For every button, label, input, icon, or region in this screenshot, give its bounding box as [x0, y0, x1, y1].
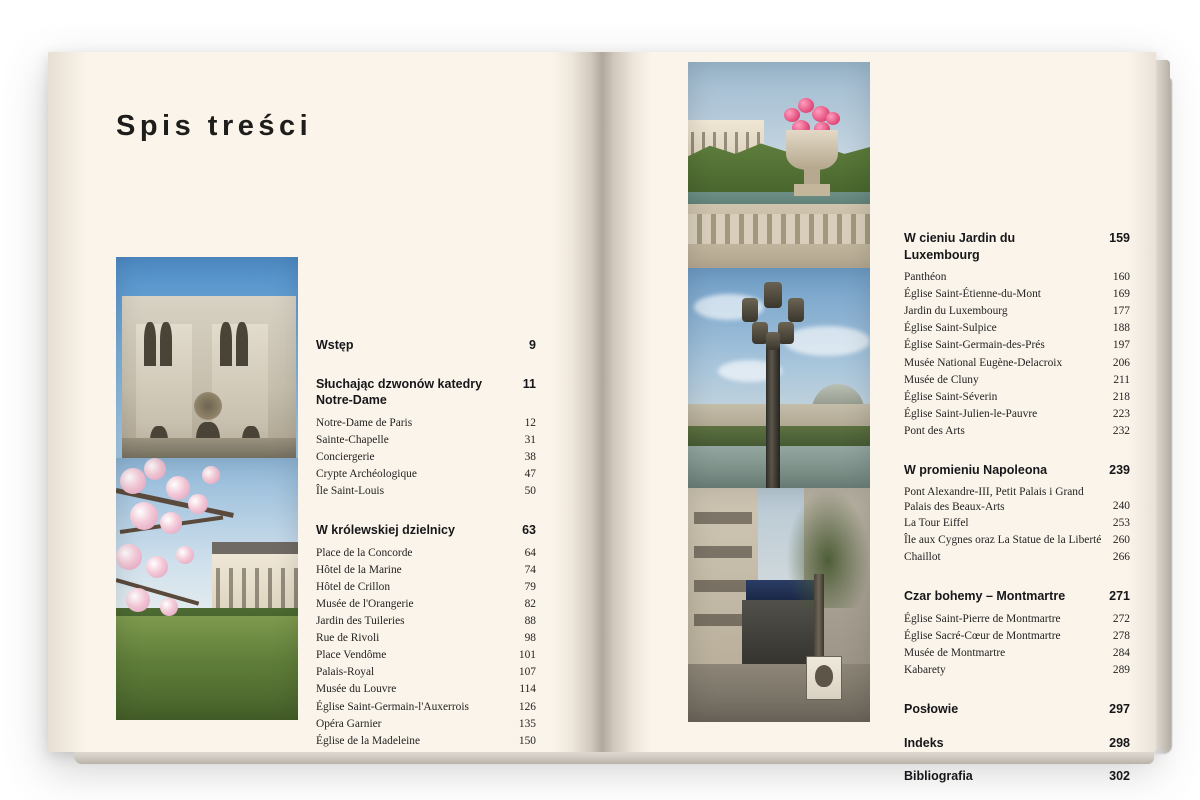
toc-section-title: Słuchając dzwonów katedry Notre-Dame [316, 376, 483, 407]
toc-entry-name: Kabarety [904, 664, 946, 677]
toc-entry-name: Place Vendôme [316, 649, 387, 662]
toc-entry[interactable] [316, 733, 536, 750]
toc-entry-name: Île aux Cygnes oraz La Statue de la Liberté [904, 534, 1102, 547]
toc-section-header[interactable] [904, 588, 1130, 605]
toc-section-header[interactable] [904, 230, 1130, 263]
toc-entry-page: 101 [518, 649, 536, 662]
toc-section-page: 159 [1109, 231, 1130, 245]
toc-entry[interactable] [316, 432, 536, 449]
toc-entry-page: 177 [1112, 305, 1130, 318]
toc-entry[interactable] [904, 662, 1130, 679]
photo-window [236, 322, 248, 366]
toc-entry[interactable] [904, 389, 1130, 406]
luxembourg-garden-urn-photo [688, 62, 870, 270]
toc-entry[interactable] [904, 549, 1130, 566]
photo-blossom [146, 556, 168, 578]
toc-entry[interactable] [316, 466, 536, 483]
toc-entry[interactable] [904, 645, 1130, 662]
toc-entry-page: 114 [519, 683, 536, 696]
toc-section-page: 298 [1109, 735, 1130, 750]
toc-entry-page: 47 [524, 467, 536, 480]
photo-tree-canopy [786, 488, 870, 608]
toc-entry[interactable] [904, 515, 1130, 532]
notre-dame-cathedral-photo [116, 257, 298, 464]
toc-entry[interactable] [904, 628, 1130, 645]
photo-window [220, 322, 232, 366]
toc-entry[interactable] [904, 337, 1130, 354]
toc-entry[interactable] [316, 716, 536, 733]
photo-lawn [116, 616, 298, 720]
toc-entry[interactable] [316, 630, 536, 647]
toc-entry[interactable] [316, 596, 536, 613]
toc-section-header[interactable] [904, 701, 1130, 718]
toc-section-page: 9 [529, 338, 536, 352]
photo-lantern [788, 298, 804, 322]
toc-section-header[interactable] [904, 462, 1130, 479]
toc-entry-page: 223 [1112, 407, 1130, 420]
open-book [48, 52, 1156, 784]
toc-section-title: W królewskiej dzielnicy [316, 523, 455, 538]
toc-entry-page: 74 [524, 563, 536, 576]
page-title: Spis treści [116, 110, 313, 142]
toc-section-page: 63 [522, 523, 536, 538]
toc-entry-name: Jardin des Tuileries [316, 614, 405, 627]
street-lamp-bridge-photo [688, 268, 870, 490]
magnolia-garden-photo [116, 458, 298, 720]
toc-entry[interactable] [904, 423, 1130, 440]
photo-flower [826, 112, 840, 125]
photo-blossom [176, 546, 194, 564]
photo-rose-window [194, 392, 222, 420]
toc-section-header[interactable] [904, 735, 1130, 752]
toc-entry[interactable] [904, 269, 1130, 286]
toc-entry-page: 206 [1112, 356, 1130, 369]
photo-lamp-head [740, 282, 806, 350]
toc-entry[interactable] [316, 579, 536, 596]
toc-entry-page: 38 [524, 450, 536, 463]
toc-entry-page: 50 [524, 484, 536, 497]
toc-section-title: Czar bohemy – Montmartre [904, 589, 1066, 604]
toc-entry-name: Palais-Royal [316, 666, 375, 679]
toc-section-page: 239 [1109, 463, 1130, 478]
montmartre-street-photo [688, 488, 870, 722]
toc-entry-name: Musée de Cluny [904, 373, 979, 386]
toc-entry[interactable] [316, 647, 536, 664]
toc-entry-name: Hôtel de la Marine [316, 563, 402, 576]
toc-section-title: Posłowie [904, 702, 959, 717]
toc-entry-name: Église Saint-Germain-des-Prés [904, 339, 1045, 352]
toc-entry[interactable] [316, 562, 536, 579]
toc-entry-name: Musée de Montmartre [904, 647, 1006, 660]
toc-section-page: 302 [1109, 769, 1130, 784]
toc-entry-name: Église Saint-Sulpice [904, 322, 997, 335]
toc-entry[interactable] [316, 664, 536, 681]
toc-entry-page: 188 [1112, 322, 1130, 335]
toc-entry[interactable] [316, 483, 536, 500]
toc-entry-page: 289 [1112, 664, 1130, 677]
photo-lantern [764, 282, 782, 308]
toc-entry[interactable] [316, 681, 536, 698]
toc-entry-name: Conciergerie [316, 450, 375, 463]
toc-entry-name: Musée du Louvre [316, 683, 397, 696]
photo-lamp-post [766, 342, 780, 490]
toc-section-page: 11 [522, 376, 536, 391]
photo-stone-urn [780, 90, 844, 202]
toc-entry-name: La Tour Eiffel [904, 517, 969, 530]
photo-blossom [202, 466, 220, 484]
toc-section-page: 271 [1109, 589, 1130, 604]
toc-entry-page: 31 [524, 433, 536, 446]
toc-entry-page: 232 [1112, 424, 1130, 437]
toc-entry-page: 266 [1112, 551, 1130, 564]
toc-entry-page: 126 [518, 700, 536, 713]
photo-blossom [126, 588, 150, 612]
toc-entry[interactable] [316, 545, 536, 562]
toc-left-column [316, 337, 536, 750]
toc-entry-page: 284 [1112, 647, 1130, 660]
toc-entry-list [904, 485, 1130, 567]
toc-entry-page: 218 [1112, 390, 1130, 403]
photo-blossom [188, 494, 208, 514]
toc-section-page: 297 [1109, 702, 1130, 717]
photo-blossom [144, 458, 166, 480]
toc-entry[interactable] [904, 532, 1130, 549]
toc-entry-name: Sainte-Chapelle [316, 433, 389, 446]
photo-window [160, 322, 172, 366]
photo-blossom [116, 544, 142, 570]
toc-section-header[interactable] [904, 768, 1130, 785]
toc-entry-page: 260 [1112, 534, 1130, 547]
toc-entry[interactable] [316, 613, 536, 630]
toc-entry[interactable] [904, 320, 1130, 337]
photo-lantern [778, 322, 794, 344]
toc-entry-list [904, 611, 1130, 679]
toc-entry[interactable] [316, 699, 536, 716]
left-page [48, 52, 602, 752]
toc-entry-name: Pont des Arts [904, 424, 965, 437]
toc-section-title: W cieniu Jardin du Luxembourg [904, 231, 1016, 262]
toc-entry-page: 253 [1112, 517, 1130, 530]
photo-pavement [688, 664, 870, 722]
toc-right-column [904, 230, 1130, 785]
toc-entry-name: Place de la Concorde [316, 546, 413, 559]
toc-section-title: Bibliografia [904, 769, 973, 784]
toc-entry-page: 278 [1112, 630, 1130, 643]
toc-entry-page: 98 [524, 632, 536, 645]
photo-balustrade [688, 204, 870, 270]
toc-entry-name: Église Saint-Pierre de Montmartre [904, 612, 1061, 625]
toc-entry-name: Église Sacré-Cœur de Montmartre [904, 630, 1061, 643]
toc-section-header[interactable] [316, 337, 536, 354]
toc-entry[interactable] [316, 415, 536, 432]
photo-blossom [166, 476, 190, 500]
toc-entry-name: Chaillot [904, 551, 941, 564]
toc-entry-page: 272 [1112, 612, 1130, 625]
toc-entry-page: 211 [1113, 373, 1130, 386]
photo-window [144, 322, 156, 366]
toc-entry[interactable] [904, 355, 1130, 372]
photo-lantern [766, 332, 780, 350]
toc-entry-list [316, 545, 536, 750]
toc-entry-page: 82 [524, 597, 536, 610]
toc-entry[interactable] [904, 303, 1130, 320]
toc-entry-page: 135 [518, 717, 536, 730]
toc-entry-page: 197 [1112, 339, 1130, 352]
toc-section-title: Indeks [904, 735, 944, 750]
toc-entry-page: 150 [518, 734, 536, 747]
toc-entry[interactable] [904, 286, 1130, 303]
toc-entry-name: Église Saint-Séverin [904, 390, 998, 403]
toc-entry-name: Église Saint-Julien-le-Pauvre [904, 407, 1038, 420]
toc-section-title: W promieniu Napoleona [904, 463, 1048, 478]
toc-entry-name: Rue de Rivoli [316, 632, 380, 645]
toc-entry[interactable] [904, 485, 1130, 516]
photo-blossom [160, 512, 182, 534]
toc-entry-name: Église de la Madeleine [316, 734, 421, 747]
toc-entry-name: Panthéon [904, 271, 947, 283]
toc-entry[interactable] [904, 406, 1130, 423]
toc-entry-name: Pont Alexandre-III, Petit Palais i Grand Palais des Beaux-Arts [904, 485, 1084, 513]
photo-lantern [742, 298, 758, 322]
toc-section-header[interactable] [316, 522, 536, 539]
toc-entry-page: 12 [524, 416, 536, 429]
toc-entry-name: Crypte Archéologique [316, 467, 417, 480]
photo-street-poster [806, 656, 842, 700]
toc-entry[interactable] [904, 611, 1130, 628]
toc-entry[interactable] [316, 449, 536, 466]
right-page [602, 52, 1156, 784]
toc-entry-name: Île Saint-Louis [316, 484, 385, 497]
toc-entry-page: 79 [524, 580, 536, 593]
toc-entry-name: Opéra Garnier [316, 717, 382, 730]
toc-section-header[interactable] [316, 376, 536, 409]
photo-urn-bowl [786, 130, 838, 170]
toc-entry-name: Musée National Eugène-Delacroix [904, 356, 1063, 369]
toc-entry-page: 107 [518, 666, 536, 679]
toc-entry[interactable] [904, 372, 1130, 389]
toc-entry-name: Jardin du Luxembourg [904, 305, 1008, 318]
toc-entry-page: 240 [1112, 500, 1130, 513]
photo-cathedral-facade [122, 296, 296, 464]
toc-entry-name: Notre-Dame de Paris [316, 416, 413, 429]
toc-entry-name: Église Saint-Germain-l'Auxerrois [316, 700, 469, 713]
photo-blossom [130, 502, 158, 530]
photo-blossom [160, 598, 178, 616]
toc-entry-page: 160 [1112, 271, 1130, 283]
toc-entry-list [316, 415, 536, 501]
toc-entry-page: 64 [524, 546, 536, 559]
toc-section-title: Wstęp [316, 338, 354, 352]
photo-blossom [120, 468, 146, 494]
photo-urn-base [794, 184, 830, 196]
toc-entry-page: 169 [1112, 288, 1130, 301]
toc-entry-name: Église Saint-Étienne-du-Mont [904, 288, 1041, 301]
toc-entry-page: 88 [524, 614, 536, 627]
toc-entry-name: Musée de l'Orangerie [316, 597, 414, 610]
toc-entry-name: Hôtel de Crillon [316, 580, 391, 593]
toc-entry-list [904, 269, 1130, 440]
